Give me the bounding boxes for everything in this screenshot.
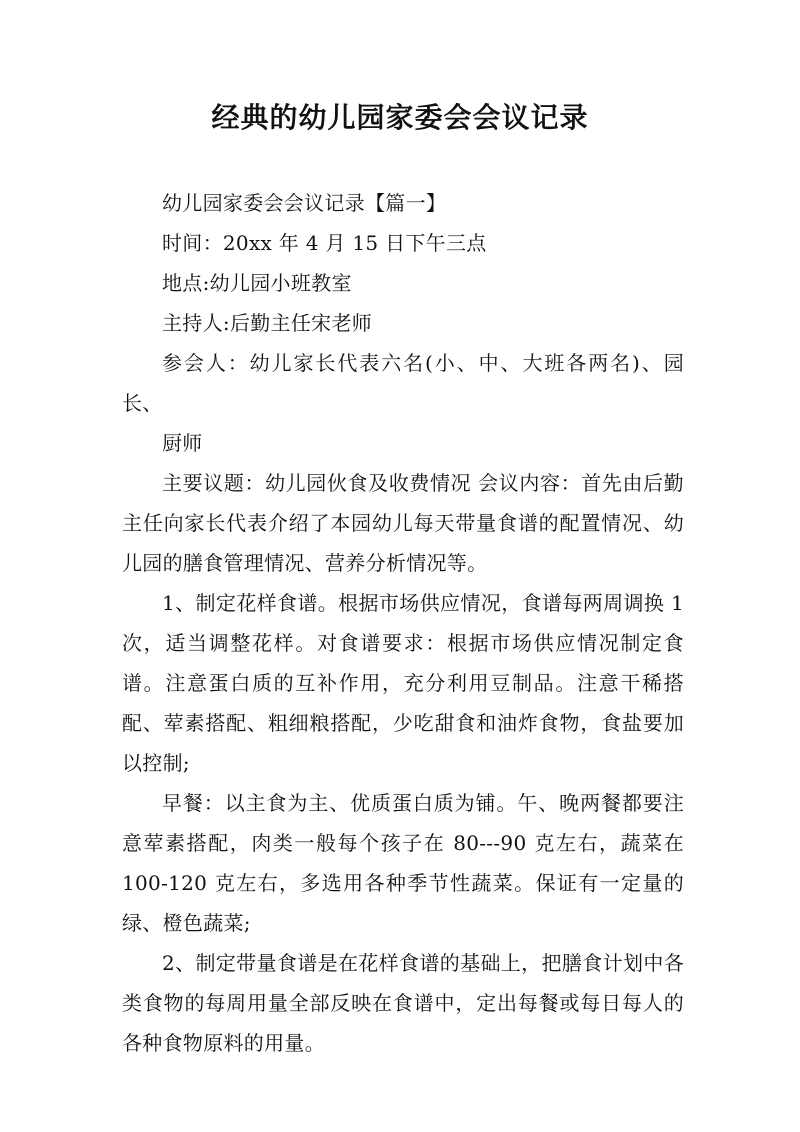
menu-item-1-paragraph: 1、制定花样食谱。根据市场供应情况，食谱每两周调换 1 次，适当调整花样。对食谱要求：根据市场供应情况制定食谱。注意蛋白质的互补作用，充分利用豆制品。注意干稀搭配、荤素搭配、粗细粮搭配，少吃甜食和油炸食物，食盐要加以控制; [122, 591, 684, 775]
document-body [122, 183, 684, 1063]
meeting-time: 时间：20xx 年 4 月 15 日下午三点 [162, 231, 487, 255]
meeting-host: 主持人:后勤主任宋老师 [162, 311, 373, 335]
meeting-attendees: 参会人：幼儿家长代表六名(小、中、大班各两名)、园长、 [122, 351, 684, 415]
menu-item-2-paragraph: 2、制定带量食谱是在花样食谱的基础上，把膳食计划中各类食物的每周用量全部反映在食谱中，定出每餐或每日每人的各种食物原料的用量。 [122, 951, 684, 1055]
breakfast-paragraph: 早餐：以主食为主、优质蛋白质为铺。午、晚两餐都要注意荤素搭配，肉类一般每个孩子在 80---90 克左右，蔬菜在 100-120 克左右，多选用各种季节性蔬菜。保证有一定量的绿、橙色蔬菜; [122, 791, 684, 935]
meeting-topic-paragraph: 主要议题：幼儿园伙食及收费情况 会议内容：首先由后勤主任向家长代表介绍了本园幼儿每天带量食谱的配置情况、幼儿园的膳食管理情况、营养分析情况等。 [122, 471, 684, 575]
section-heading: 幼儿园家委会会议记录【篇一】 [162, 191, 447, 215]
meeting-attendees-continued: 厨师 [162, 431, 203, 455]
document-title: 经典的幼儿园家委会会议记录 [211, 101, 589, 134]
meeting-location: 地点:幼儿园小班教室 [162, 271, 352, 295]
